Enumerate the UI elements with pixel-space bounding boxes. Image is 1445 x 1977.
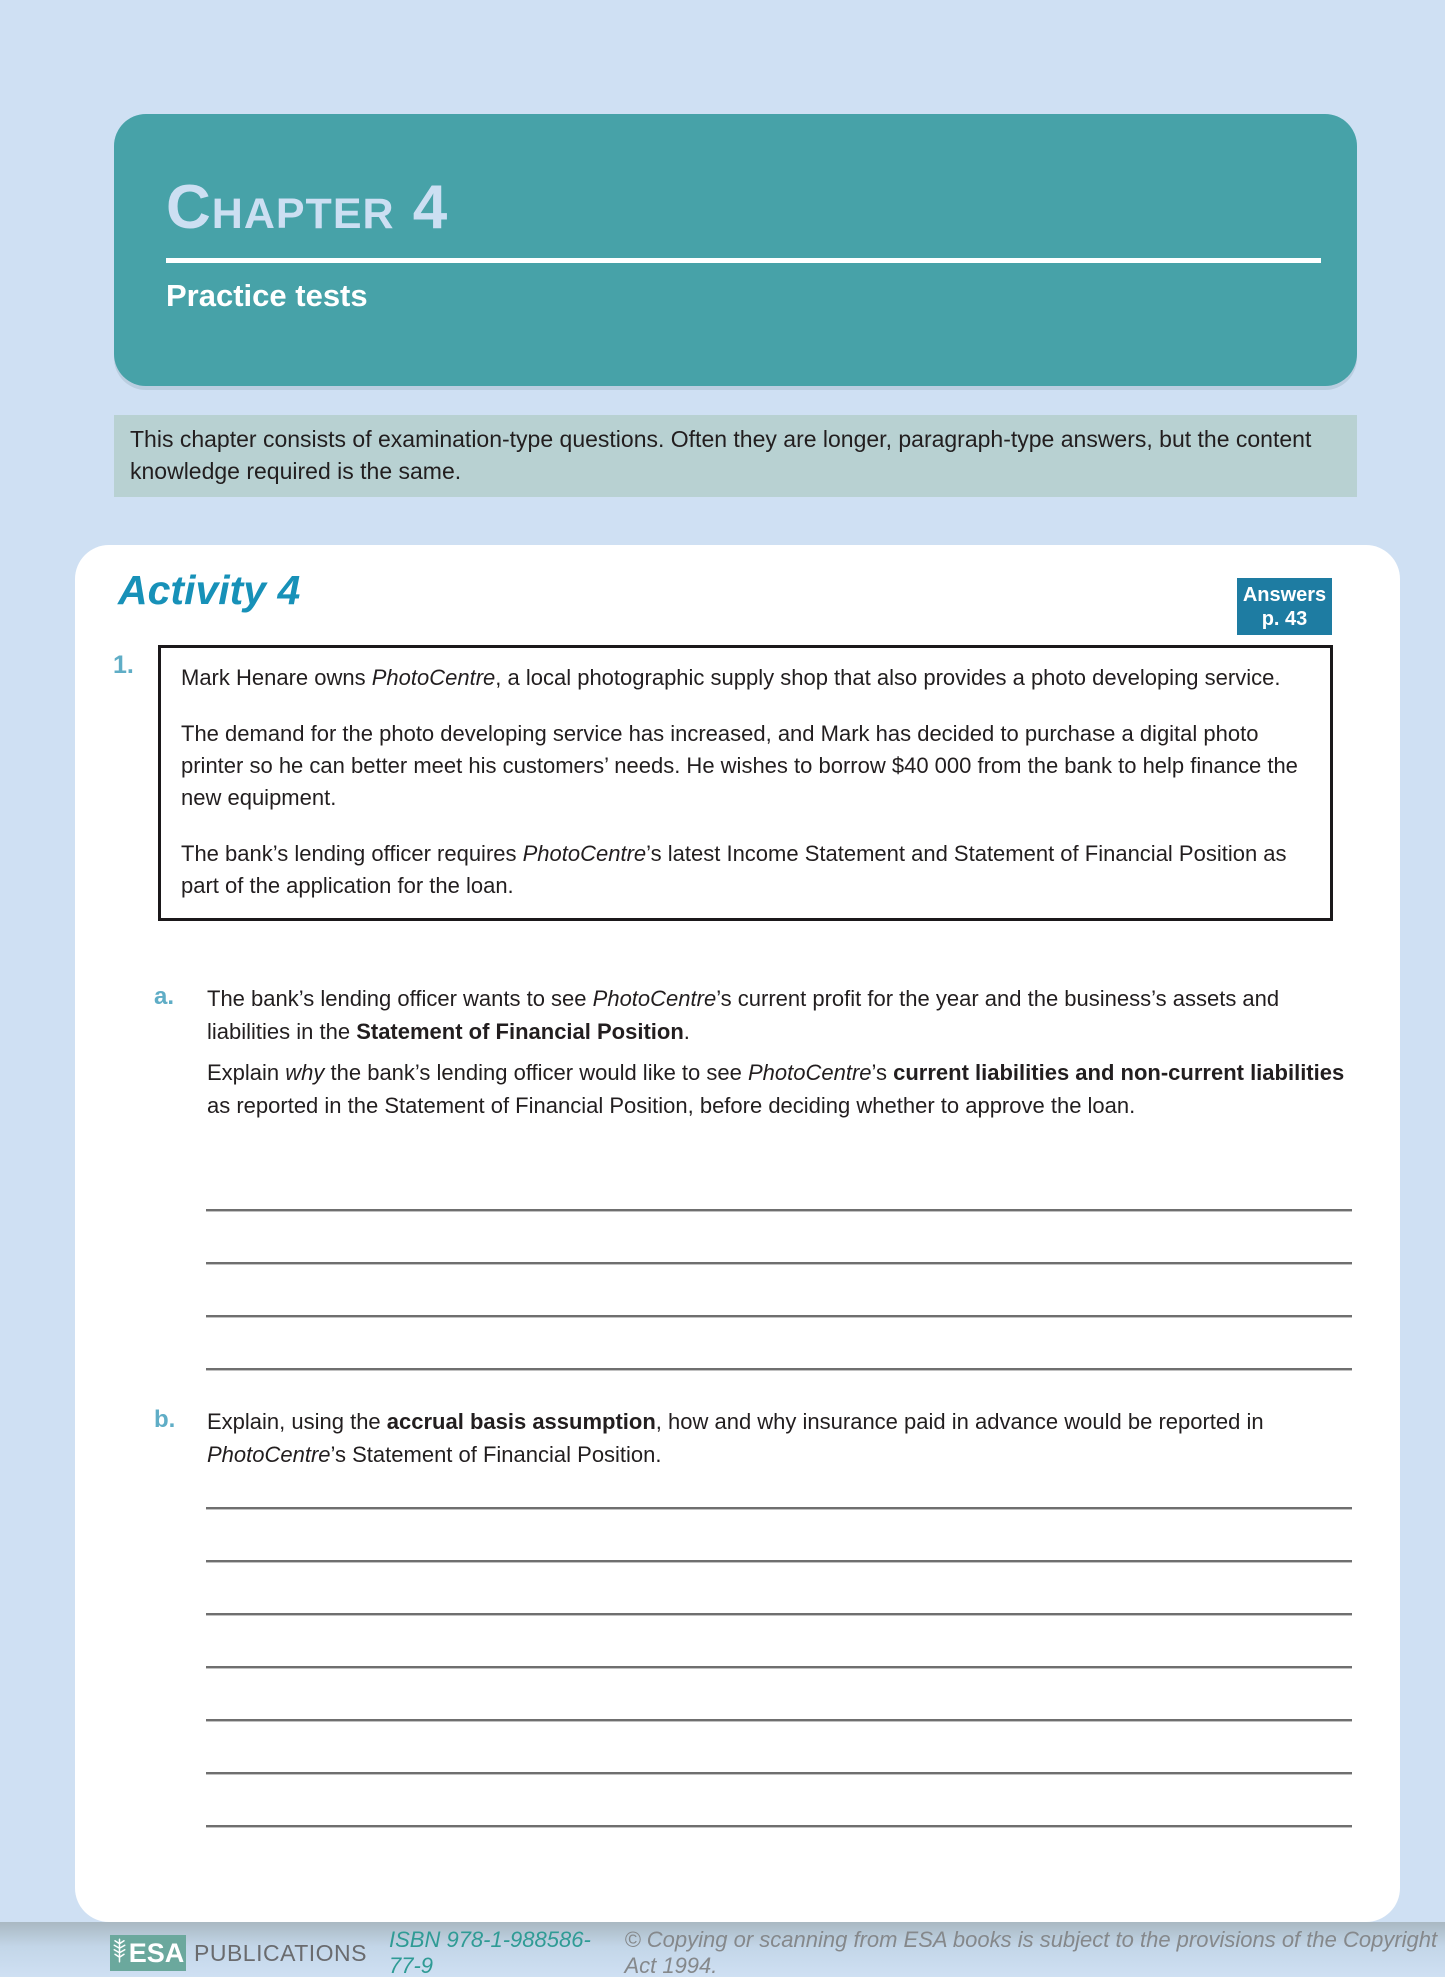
answer-line <box>206 1318 1352 1371</box>
answers-badge-line2: p. 43 <box>1261 607 1308 630</box>
chapter-intro-text: This chapter consists of examination-type questions. Often they are longer, paragraph-type answers, but the content knowledge required is the same. <box>130 426 1312 484</box>
chapter-intro-banner <box>114 415 1357 497</box>
answer-line <box>206 1457 1352 1510</box>
question-scenario-box <box>158 645 1333 921</box>
answer-line <box>206 1722 1352 1775</box>
part-b-answer-lines <box>206 1457 1352 1828</box>
chapter-divider <box>166 258 1321 263</box>
answer-line <box>206 1775 1352 1828</box>
scenario-paragraph: The bank’s lending officer requires PhotoCentre’s latest Income Statement and Statement of Financial Position as part of the application for the loan. <box>181 841 1287 898</box>
part-a-answer-lines <box>206 1159 1352 1371</box>
answers-page-badge <box>1237 578 1332 635</box>
chapter-subtitle: Practice tests <box>166 278 368 313</box>
isbn-text: ISBN 978-1-988586-77-9 <box>389 1927 591 1977</box>
esa-logo-text: ESA <box>128 1937 185 1968</box>
footer-content <box>110 1927 1445 1977</box>
part-b-paragraph: Explain, using the accrual basis assumption, how and why insurance paid in advance would be reported in PhotoCentre’s Statement of Financial Position. <box>207 1409 1264 1467</box>
part-a-paragraph: Explain why the bank’s lending officer would like to see PhotoCentre’s current liabilities and non-current liabilities as reported in the Statement of Financial Position, before deciding whether to approve the loan. <box>207 1060 1345 1118</box>
part-a-label: a. <box>154 983 175 1010</box>
answer-line <box>206 1212 1352 1265</box>
part-a-paragraph: The bank’s lending officer wants to see PhotoCentre’s current profit for the year and the business’s assets and liabilities in the Statement of Financial Position. <box>207 986 1280 1044</box>
question-number: 1. <box>113 651 134 679</box>
scenario-paragraph: The demand for the photo developing service has increased, and Mark has decided to purchase a digital photo printer so he can better meet his customers’ needs. He wishes to borrow $40 000 from the bank to help finance the new equipment. <box>181 721 1298 810</box>
answer-line <box>206 1510 1352 1563</box>
scenario-paragraph: Mark Henare owns PhotoCentre, a local photographic supply shop that also provides a photo developing service. <box>181 665 1281 690</box>
chapter-header <box>114 114 1357 386</box>
question-part-a <box>154 982 1357 1122</box>
answer-line <box>206 1159 1352 1212</box>
footer-band <box>0 1922 1445 1977</box>
part-a-text <box>207 982 1357 1122</box>
publisher-name: PUBLICATIONS <box>194 1939 367 1966</box>
answer-line <box>206 1563 1352 1616</box>
activity-title: Activity 4 <box>118 567 301 613</box>
answer-line <box>206 1265 1352 1318</box>
answer-line <box>206 1669 1352 1722</box>
answers-badge-line1: Answers <box>1242 583 1327 606</box>
copyright-notice: © Copying or scanning from ESA books is subject to the provisions of the Copyright Act 1994. <box>624 1927 1438 1977</box>
part-b-label: b. <box>154 1406 176 1433</box>
answer-line <box>206 1616 1352 1669</box>
esa-logo <box>110 1935 186 1971</box>
fern-icon <box>112 1935 127 1971</box>
activity-card <box>75 545 1400 1922</box>
chapter-title: Chapter 4 <box>166 173 449 242</box>
